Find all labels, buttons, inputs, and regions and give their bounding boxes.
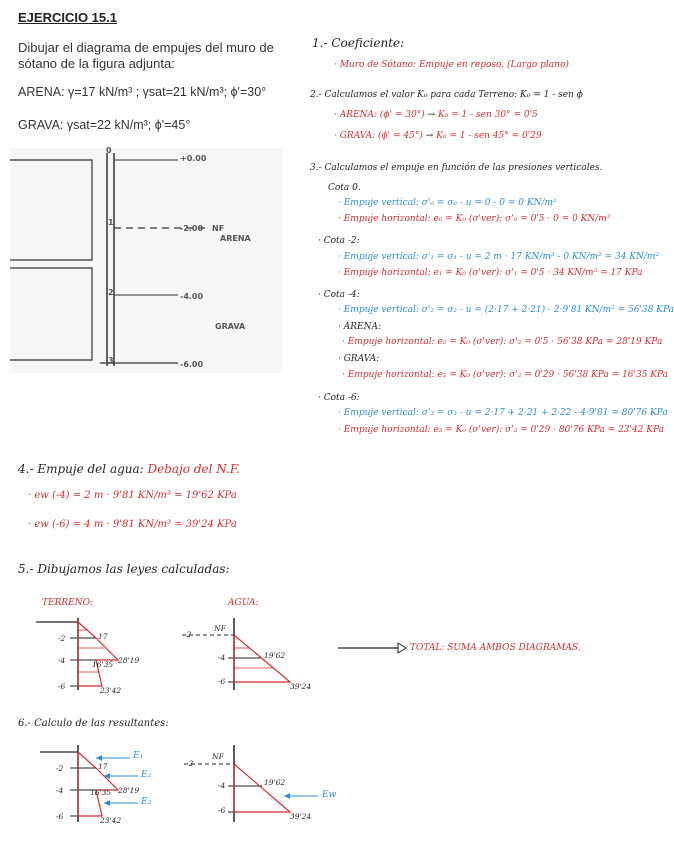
grava-properties: GRAVA: γsat=22 kN/m³; ϕ'=45° xyxy=(18,118,191,132)
cota-2-vertical: · Empuje vertical: σ'₁ = σ₁ - u = 2 m · 17 KN/m³ - 0 KN/m² = 34 KN/m² xyxy=(338,252,660,262)
depth-6: -6 xyxy=(58,682,66,691)
r-agua-depth-2: -2 xyxy=(186,759,194,768)
r-value-2819: 28'19 xyxy=(118,786,140,795)
agua-nf: NF xyxy=(214,624,226,633)
resultant-e1: E₁ xyxy=(133,751,144,761)
resultant-ew: Ew xyxy=(322,790,337,800)
step-5-title: 5.- Dibujamos las leyes calculadas: xyxy=(18,562,230,576)
node-2: 2 xyxy=(108,288,114,297)
agua-label: AGUA: xyxy=(228,598,259,608)
resultant-e3: E₃ xyxy=(141,797,152,807)
nf-label: NF xyxy=(212,224,225,233)
depth-4: -4 xyxy=(58,656,66,665)
r-value-1635: 16'35 xyxy=(90,788,112,797)
r-value-17: 17 xyxy=(98,762,108,771)
step-3-title: 3.- Calculamos el empuje en función de las presiones verticales. xyxy=(310,163,603,173)
step-2-grava: · GRAVA: (ϕ' = 45°) → K₀ = 1 - sen 45° = 0'29 xyxy=(334,131,542,141)
step-2-title: 2.- Calculamos el valor K₀ para cada Terreno: K₀ = 1 - sen ϕ xyxy=(310,90,583,100)
step-4-title: 4.- Empuje del agua: Debajo del N.F. xyxy=(18,462,241,476)
node-0: 0 xyxy=(106,146,112,155)
cota-4-vertical: · Empuje vertical: σ'₂ = σ₂ - u = (2·17 + 2·21) - 2·9'81 KN/m² = 56'38 KPa xyxy=(338,305,674,315)
value-2342: 23'42 xyxy=(100,686,122,695)
terreno-label: TERRENO: xyxy=(42,598,93,608)
step-6-title: 6.- Calculo de las resultantes: xyxy=(18,718,169,729)
step-1-line: · Muro de Sótano: Empuje en reposo. (Largo plano) xyxy=(334,60,569,70)
value-1635: 16'35 xyxy=(92,660,114,669)
cota-0-horizontal: · Empuje horizontal: e₀ = K₀ (σ'ver): σ'₀ = 0'5 · 0 = 0 KN/m² xyxy=(338,214,611,224)
agua-depth-6: -6 xyxy=(218,677,226,686)
agua-depth-4: -4 xyxy=(218,653,226,662)
agua-depth-2: -2 xyxy=(184,630,192,639)
agua-diagram-6 xyxy=(184,745,318,822)
cota-2: · Cota -2: xyxy=(318,236,360,246)
node-3: 3 xyxy=(108,356,114,365)
arena-label: ARENA xyxy=(220,234,251,243)
exercise-title: EJERCICIO 15.1 xyxy=(18,10,117,25)
resultant-e2: E₂ xyxy=(141,770,152,780)
cota-4-grava-horizontal: · Empuje horizontal: e₂ = K₀ (σ'ver): σ'₂ = 0'29 · 56'38 KPa = 16'35 KPa xyxy=(342,370,669,380)
cota-0: Cota 0. xyxy=(328,183,361,193)
r-agua-depth-4: -4 xyxy=(218,781,226,790)
r-agua-value-3924: 39'24 xyxy=(290,812,312,821)
cota-2-horizontal: · Empuje horizontal: e₁ = K₀ (σ'ver): σ'₁ = 0'5 · 34 KN/m² = 17 KPa xyxy=(338,268,643,278)
r-depth-6: -6 xyxy=(56,812,64,821)
step-1-title: 1.- Coeficiente: xyxy=(312,36,405,50)
total-label: TOTAL: SUMA AMBOS DIAGRAMAS. xyxy=(410,643,581,653)
cota-4: · Cota -4: xyxy=(318,290,360,300)
cota-4-arena-horizontal: · Empuje horizontal: e₂ = K₀ (σ'ver): σ'₂ = 0'5 · 56'38 KPa = 28'19 KPa xyxy=(342,337,663,347)
agua-value-1962: 19'62 xyxy=(264,651,286,660)
arena-properties: ARENA: γ=17 kN/m³ ; γsat=21 kN/m³; ϕ'=30° xyxy=(18,85,267,99)
r-value-2342: 23'42 xyxy=(100,816,122,825)
value-2819: 28'19 xyxy=(118,656,140,665)
cota-0-vertical: · Empuje vertical: σ'₀ = σ₀ - u = 0 - 0 = 0 KN/m² xyxy=(338,198,557,208)
r-depth-2: -2 xyxy=(56,764,64,773)
r-depth-4: -4 xyxy=(56,786,64,795)
level-0: +0.00 xyxy=(180,154,207,163)
problem-statement: Dibujar el diagrama de empujes del muro de sótano de la figura adjunta: xyxy=(18,40,274,71)
total-arrow xyxy=(338,643,406,653)
water-pressure-6: · ew (-6) = 4 m · 9'81 KN/m³ = 39'24 KPa xyxy=(28,519,237,530)
terreno-diagram-5 xyxy=(36,618,118,690)
terreno-diagram-6 xyxy=(40,745,138,822)
node-1: 1 xyxy=(108,218,114,227)
step-2-arena: · ARENA: (ϕ' = 30°) → K₀ = 1 - sen 30° = 0'5 xyxy=(334,110,538,120)
level-4: -4.00 xyxy=(180,292,204,301)
depth-2: -2 xyxy=(58,634,66,643)
r-agua-nf: NF xyxy=(212,752,224,761)
cota-6-vertical: · Empuje vertical: σ'₃ = σ₃ - u = 2·17 + 2·21 + 2·22 - 4·9'81 = 80'76 KPa xyxy=(338,408,668,418)
cota-4-grava: · GRAVA: xyxy=(338,354,380,364)
cota-4-arena: · ARENA: xyxy=(338,322,381,332)
grava-label: GRAVA xyxy=(215,322,246,331)
value-17: 17 xyxy=(98,632,108,641)
cota-6-horizontal: · Empuje horizontal: e₃ = K₀ (σ'ver): σ'₃ = 0'29 · 80'76 KPa = 23'42 KPa xyxy=(338,425,665,435)
water-pressure-4: · ew (-4) = 2 m · 9'81 KN/m³ = 19'62 KPa xyxy=(28,490,237,501)
agua-value-3924: 39'24 xyxy=(290,682,312,691)
level-6: -6.00 xyxy=(180,360,204,369)
r-agua-value-1962: 19'62 xyxy=(264,778,286,787)
r-agua-depth-6: -6 xyxy=(218,806,226,815)
cota-6: · Cota -6: xyxy=(318,393,360,403)
level-2: -2.00 xyxy=(180,224,204,233)
